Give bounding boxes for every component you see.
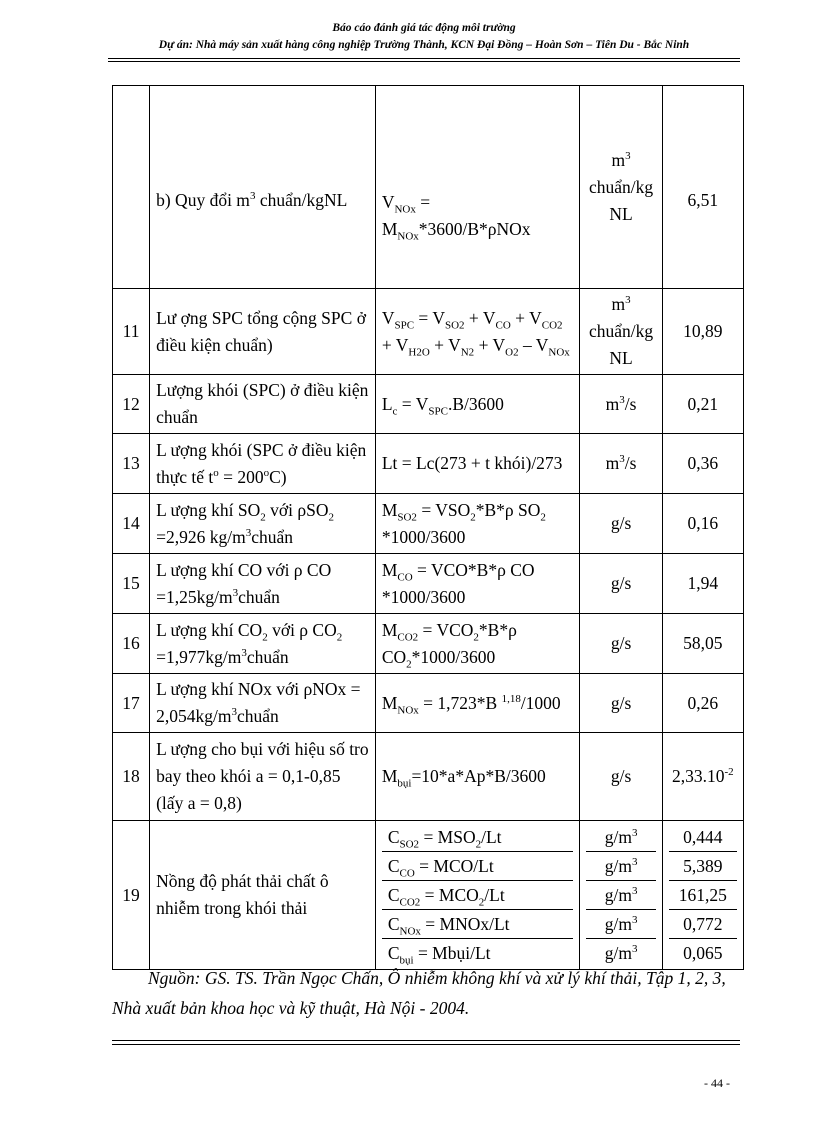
formula-sub: bụi <box>399 954 414 967</box>
concentration-formula-row <box>382 823 574 852</box>
unit-sup: 3 <box>631 914 638 927</box>
unit-sup: 3 <box>619 393 625 406</box>
value-cell: 0,21 <box>662 375 743 434</box>
formula-sub: NOx <box>397 230 419 243</box>
unit-text: g/m <box>604 943 632 963</box>
formula-sub: 2 <box>475 838 482 851</box>
concentration-formula-row <box>382 910 574 939</box>
table-row <box>113 614 744 674</box>
concentration-value-row <box>669 852 737 881</box>
value-cell: 10,89 <box>662 289 743 375</box>
formula-cell: $L_c = V_{SPC}.B/3600$ <box>375 375 580 434</box>
parameter-name: b) Quy đổi m <box>156 189 250 210</box>
parameter-name: chuẩn <box>238 586 280 607</box>
formula-cell: $V_{SPC} = V_{SO2} + V_{CO} + V_{CO2} + V_{H2O} + V_{N2} + V_{O2} - V_{NOx}$ <box>375 289 580 375</box>
parameter-name-sup: o <box>263 466 270 479</box>
row-number-cell: 18 <box>113 733 150 821</box>
unit-sup: 3 <box>631 885 638 898</box>
unit-text: g/m <box>604 914 632 934</box>
value-text: 2,33.10 <box>672 766 725 786</box>
formula-text: C <box>387 885 400 905</box>
formula-text: = VCO*B*ρ CO *1000/3600 <box>381 559 535 607</box>
parameter-name-sup: 3 <box>249 189 256 202</box>
parameter-name: L ượng khói (SPC ở điều kiện thực tế t <box>156 439 367 487</box>
table-row <box>113 289 744 375</box>
unit-text: NL <box>609 203 633 224</box>
concentration-unit <box>586 852 655 881</box>
formula-text: = MCO <box>420 885 479 905</box>
row-number-cell: 13 <box>113 434 150 494</box>
page-number: - 44 - <box>704 1076 730 1090</box>
unit-text: g/m <box>604 856 632 876</box>
concentration-unit-row <box>586 881 655 910</box>
formula-text: C <box>387 827 400 847</box>
concentration-value: 161,25 <box>669 881 737 910</box>
row-number-cell: 19 <box>113 821 150 970</box>
value-cell: 6,51 <box>662 86 743 289</box>
parameter-name-sup: o <box>213 466 219 479</box>
formula-cell: $M_{SO2} = VSO_2*B*\rho$ $SO_2$ *1000/3600 <box>375 494 580 554</box>
row-number-cell: 11 <box>113 289 150 375</box>
row-number-cell: 16 <box>113 614 150 674</box>
concentration-unit-list <box>586 823 655 967</box>
concentration-unit <box>586 910 655 939</box>
value-sup: -2 <box>724 766 734 779</box>
footer-rule-2 <box>112 1044 740 1045</box>
unit-sup: 3 <box>625 294 631 307</box>
concentration-unit <box>586 881 655 910</box>
unit-text: NL <box>609 348 633 368</box>
row-number-cell: 15 <box>113 554 150 614</box>
parameter-name-rest: chuẩn/kgNL <box>255 189 348 210</box>
unit-cell: g/s <box>580 494 662 554</box>
formula-cell <box>375 821 580 970</box>
formula-cell <box>375 733 580 821</box>
parameter-name: = 200 <box>218 466 264 487</box>
parameter-name-cell <box>150 86 376 289</box>
parameter-name-cell: L ượng cho bụi với hiệu số tro bay theo khói a = 0,1-0,85 (lấy a = 0,8) <box>150 733 376 821</box>
concentration-formula-row <box>382 881 574 910</box>
row-number-cell: 12 <box>113 375 150 434</box>
parameter-name-sup: 3 <box>231 706 237 719</box>
unit-text: chuẩn/kg <box>589 176 654 197</box>
unit-text: chuẩn/kg <box>589 321 654 341</box>
unit-text: m <box>611 294 626 314</box>
parameter-name-cell: L ượng khí $CO_2$ với ρ $CO_2$ $=1,977kg/m^3chuẩn$ <box>150 614 376 674</box>
unit-text: /s <box>624 393 637 414</box>
value-cell: 58,05 <box>662 614 743 674</box>
unit-sup: 3 <box>631 943 638 956</box>
formula-text: C <box>387 856 400 876</box>
parameter-name: C) <box>269 466 287 487</box>
formula-sub: NOx <box>397 704 419 716</box>
table-row <box>113 733 744 821</box>
parameter-name-cell <box>150 554 376 614</box>
row-number-cell <box>113 86 150 289</box>
formula-cell <box>375 554 580 614</box>
unit-cell: g/s <box>580 674 662 733</box>
unit-cell: g/s <box>580 733 662 821</box>
header-rule <box>108 58 740 59</box>
emission-calculation-table <box>112 85 744 970</box>
parameter-name-cell: Nồng độ phát thải chất ô nhiễm trong khói thải <box>150 821 376 970</box>
concentration-formula <box>382 823 574 852</box>
formula-sub: SO2 <box>399 838 420 851</box>
concentration-value-row <box>669 823 737 852</box>
formula-text: M <box>381 559 398 580</box>
row-number-cell: 14 <box>113 494 150 554</box>
parameter-name-cell: Lượng khói (SPC) ở điều kiện chuẩn <box>150 375 376 434</box>
concentration-unit-row <box>586 910 655 939</box>
parameter-name-cell: Lư ợng SPC tổng cộng SPC ở điều kiện chuẩn) <box>150 289 376 375</box>
formula-text: /Lt <box>481 827 502 847</box>
source-citation: Nguồn: GS. TS. Trần Ngọc Chấn, Ô nhiễm không khí và xử lý khí thải, Tập 1, 2, 3, Nhà xuất bản khoa học và kỹ thuật, Hà Nội - 2004. <box>112 968 726 1018</box>
unit-sup: 3 <box>631 856 638 869</box>
concentration-formula <box>382 910 574 939</box>
unit-cell: g/s <box>580 554 662 614</box>
value-cell <box>662 821 743 970</box>
unit-sup: 3 <box>619 453 625 466</box>
parameter-name: L ượng khí CO với ρ CO =1,25kg/m <box>156 559 332 607</box>
formula-text: M <box>381 219 398 239</box>
value-cell: 1,94 <box>662 554 743 614</box>
unit-sup: 3 <box>631 827 638 840</box>
table-row <box>113 674 744 733</box>
formula-text: C <box>387 914 400 934</box>
formula-cell: Lt = Lc(273 + t khói)/273 <box>375 434 580 494</box>
formula-text: *3600/B*ρNOx <box>418 219 531 239</box>
concentration-value: 0,444 <box>683 827 723 847</box>
parameter-name: L ượng khí NOx với ρNOx = 2,054kg/m <box>156 679 361 726</box>
concentration-value-row <box>669 910 737 939</box>
concentration-formula <box>382 881 574 910</box>
value-cell: 0,26 <box>662 674 743 733</box>
parameter-name-cell <box>150 434 376 494</box>
parameter-name-cell <box>150 674 376 733</box>
formula-cell <box>375 86 580 289</box>
footer-rule <box>112 1040 740 1041</box>
parameter-name-cell: L ượng khí $SO_2$ với ρSO$_2$ =2,926 $kg/m^3chuẩn$ <box>150 494 376 554</box>
formula-sub: NOx <box>399 925 421 938</box>
formula-sub: bụi <box>397 777 412 790</box>
unit-text: m <box>605 453 620 473</box>
formula-sub: CO <box>399 867 415 880</box>
table-row <box>113 494 744 554</box>
formula-text: = Mbụi/Lt <box>413 943 491 963</box>
formula-text: /1000 <box>520 692 561 713</box>
unit-cell <box>580 821 662 970</box>
formula-sup: 1,18 <box>501 692 521 705</box>
parameter-name-sup: 3 <box>232 586 239 599</box>
formula-cell <box>375 674 580 733</box>
concentration-value-list <box>669 823 737 967</box>
concentration-value: 0,772 <box>669 910 737 939</box>
concentration-unit <box>586 823 655 852</box>
table-row <box>113 554 744 614</box>
unit-text: g/m <box>604 827 632 847</box>
formula-sub: 2 <box>478 896 485 909</box>
unit-cell: g/s <box>580 614 662 674</box>
formula-text: = MNOx/Lt <box>420 914 510 934</box>
concentration-value: 5,389 <box>669 852 737 881</box>
header-rule-2 <box>108 61 740 62</box>
table-row <box>113 821 744 970</box>
formula-text: = MCO/Lt <box>414 856 494 876</box>
parameter-name: chuẩn <box>236 706 279 726</box>
unit-sup: 3 <box>625 149 631 162</box>
formula-text: C <box>387 943 400 963</box>
formula-text: = <box>415 192 431 212</box>
unit-text: m <box>611 149 626 170</box>
table-row <box>113 375 744 434</box>
unit-cell <box>580 375 662 434</box>
formula-text: = 1,723*B <box>418 692 502 713</box>
concentration-unit-row <box>586 852 655 881</box>
concentration-formula-list <box>382 823 574 967</box>
page-header <box>108 20 740 54</box>
table-row <box>113 434 744 494</box>
unit-text: /s <box>624 453 637 473</box>
concentration-formula-row <box>382 852 574 881</box>
unit-text: m <box>605 393 620 414</box>
formula-cell: $M_{CO2} = VCO_2*B*\rho$ $CO_2*1000/3600$ <box>375 614 580 674</box>
header-report-title: Báo cáo đánh giá tác động môi trường <box>332 22 516 34</box>
formula-text: V <box>381 192 395 212</box>
value-cell <box>662 733 743 821</box>
concentration-value: 0,065 <box>669 939 737 968</box>
concentration-formula <box>382 852 574 881</box>
formula-sub: CO <box>397 571 413 583</box>
formula-text: M <box>381 692 398 713</box>
formula-sub: CO2 <box>399 896 421 909</box>
formula-text: M <box>381 766 398 786</box>
unit-text: g/m <box>604 885 632 905</box>
unit-cell <box>580 289 662 375</box>
unit-cell <box>580 86 662 289</box>
unit-cell <box>580 434 662 494</box>
table-row <box>113 86 744 289</box>
value-cell: 0,36 <box>662 434 743 494</box>
concentration-unit-row <box>586 823 655 852</box>
header-project-title: Dự án: Nhà máy sản xuất hàng công nghiệp Trường Thành, KCN Đại Đồng – Hoàn Sơn – Tiên Du - Bắc Ninh <box>158 39 690 51</box>
formula-text: =10*a*Ap*B/3600 <box>411 766 546 786</box>
concentration-value-row <box>669 881 737 910</box>
row-number-cell: 17 <box>113 674 150 733</box>
value-cell: 0,16 <box>662 494 743 554</box>
formula-text: /Lt <box>484 885 505 905</box>
formula-text: = MSO <box>419 827 476 847</box>
formula-sub: NOx <box>394 203 416 216</box>
